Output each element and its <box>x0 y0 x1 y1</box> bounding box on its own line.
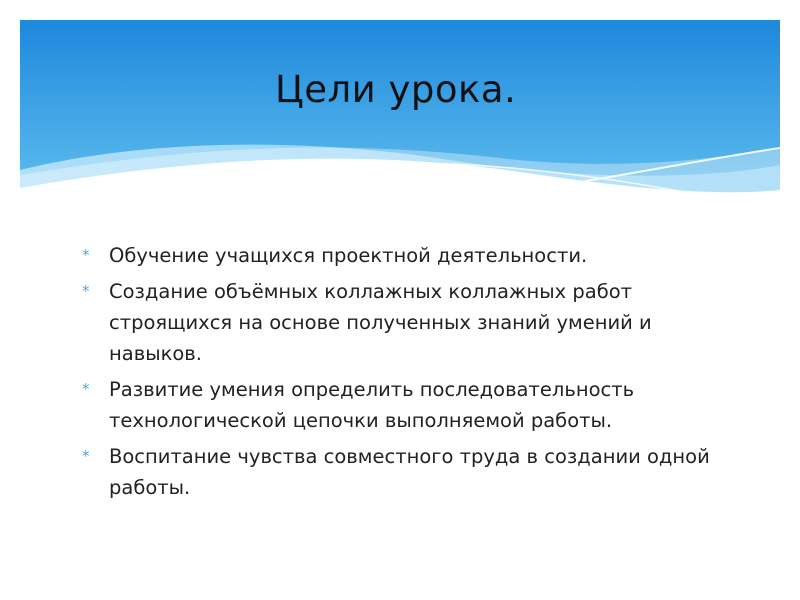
bullet-list <box>82 240 742 508</box>
list-item-text: Воспитание чувства совместного труда в создании одной работы. <box>109 445 710 499</box>
header-banner <box>20 20 780 230</box>
list-item <box>82 240 742 271</box>
list-item <box>82 441 742 503</box>
bullet-icon: * <box>82 447 90 465</box>
bullet-icon: * <box>82 246 90 264</box>
list-item-text: Развитие умения определить последовательность технологической цепочки выполняемой работы. <box>109 378 635 432</box>
wave-decoration <box>20 20 780 230</box>
bullet-icon: * <box>82 282 90 300</box>
bullet-icon: * <box>82 380 90 398</box>
list-item <box>82 374 742 436</box>
list-item-text: Создание объёмных коллажных коллажных работ строящихся на основе полученных знаний умений и навыков. <box>109 280 652 365</box>
list-item <box>82 276 742 369</box>
page-title: Цели урока. <box>275 68 517 111</box>
list-item-text: Обучение учащихся проектной деятельности. <box>109 244 588 267</box>
